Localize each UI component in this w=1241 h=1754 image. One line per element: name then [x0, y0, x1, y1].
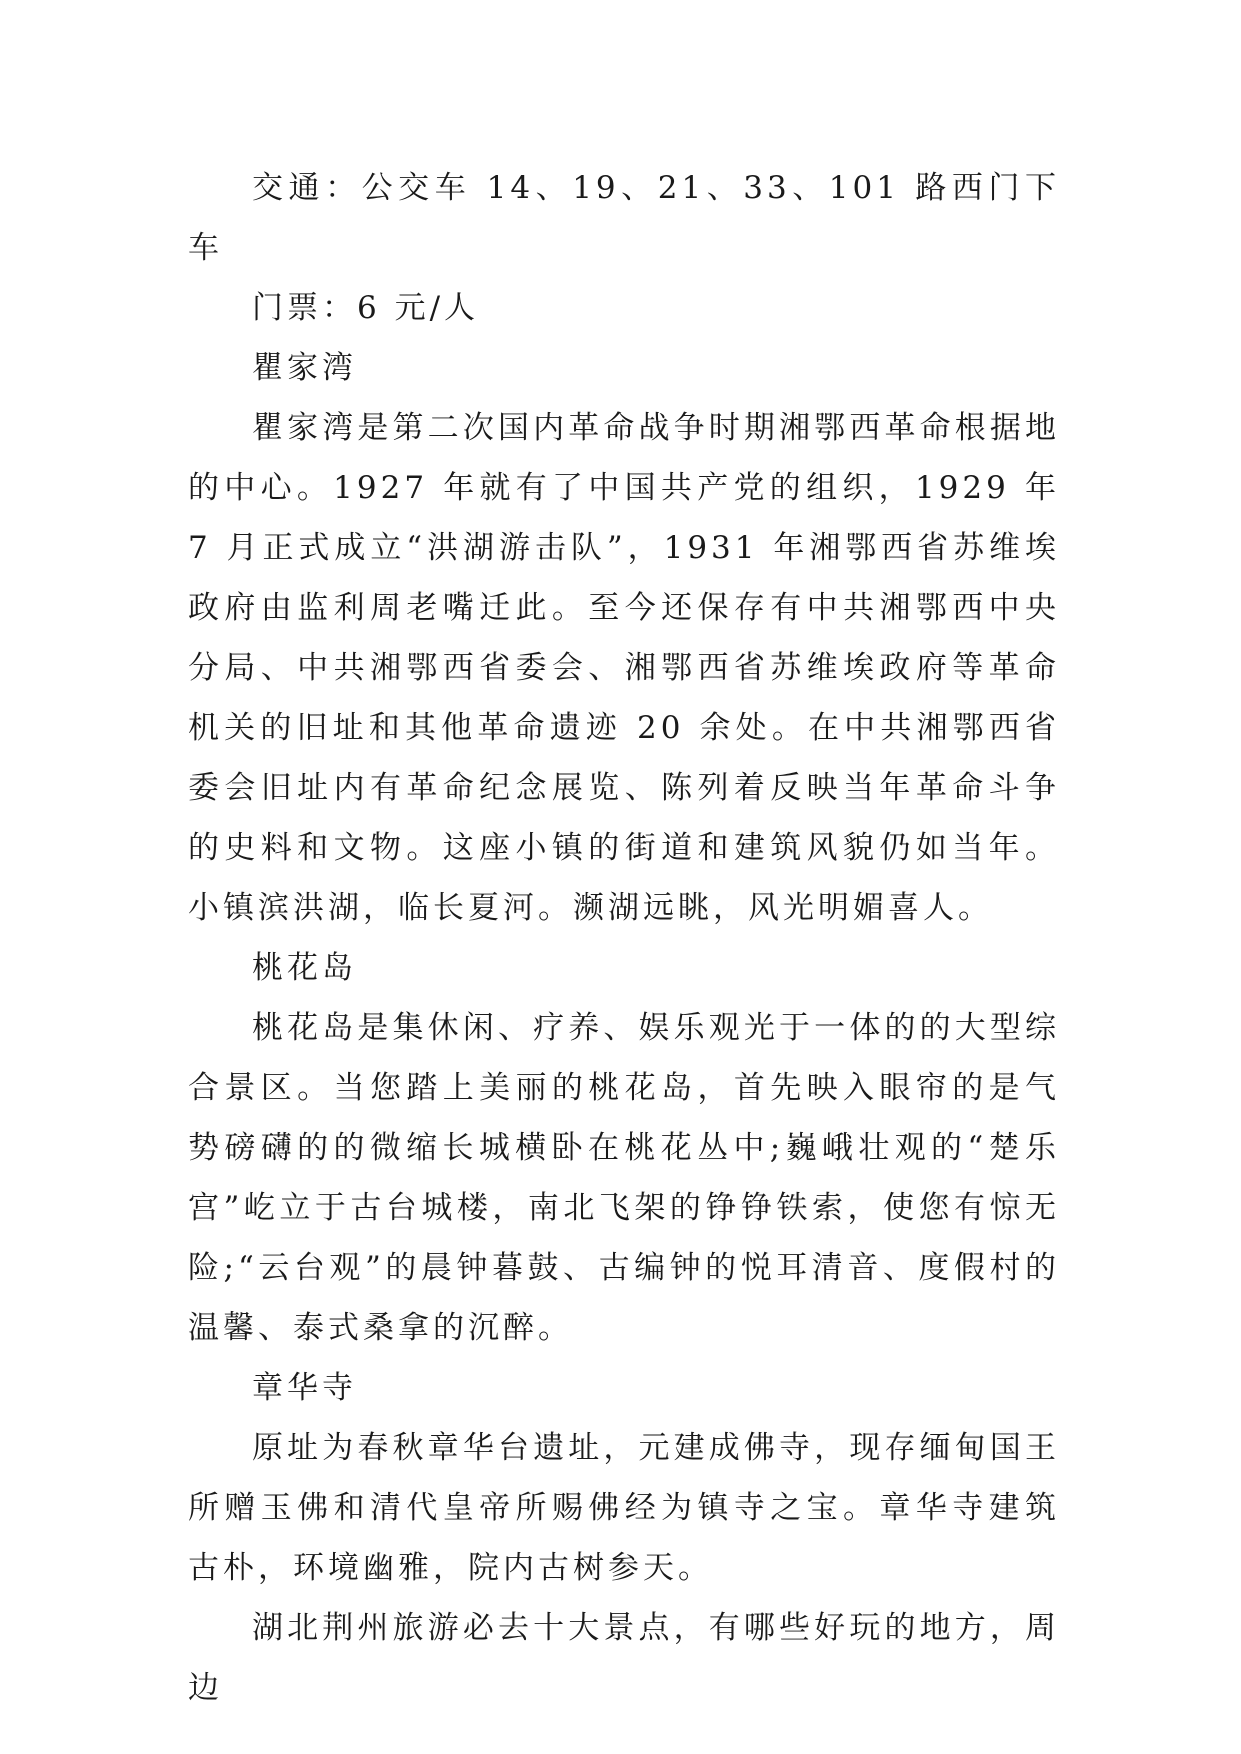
paragraph-zhanghuasi: 原址为春秋章华台遗址，元建成佛寺，现存缅甸国王所赠玉佛和清代皇帝所赐佛经为镇寺之宝。章华寺建筑古朴，环境幽雅，院内古树参天。 — [188, 1430, 1060, 1586]
section-heading-taohuadao: 桃花岛 — [252, 950, 357, 986]
paragraph-qujiawan: 瞿家湾是第二次国内革命战争时期湘鄂西革命根据地的中心。1927 年就有了中国共产党的组织，1929 年 7 月正式成立“洪湖游击队”，1931 年湘鄂西省苏维埃政府由监利周老嘴迁此。至今还保存有中共湘鄂西中央分局、中共湘鄂西省委会、湘鄂西省苏维埃政府等革命机关的旧址和其他革命遗迹 20 余处。在中共湘鄂西省委会旧址内有革命纪念展览、陈列着反映当年革命斗争的史料和文物。这座小镇的街道和建筑风貌仍如当年。小镇滨洪湖，临长夏河。濒湖远眺，风光明媚喜人。 — [188, 410, 1060, 926]
document-body — [188, 158, 1060, 1718]
section-heading-zhanghuasi: 章华寺 — [252, 1370, 357, 1406]
paragraph-taohuadao: 桃花岛是集休闲、疗养、娱乐观光于一体的的大型综合景区。当您踏上美丽的桃花岛，首先映入眼帘的是气势磅礴的的微缩长城横卧在桃花丛中;巍峨壮观的“楚乐宫”屹立于古台城楼，南北飞架的铮铮铁索，使您有惊无险;“云台观”的晨钟暮鼓、古编钟的悦耳清音、度假村的温馨、泰式桑拿的沉醉。 — [188, 1010, 1060, 1346]
section-heading-qujiawan: 瞿家湾 — [252, 350, 357, 386]
paragraph-trailing: 湖北荆州旅游必去十大景点，有哪些好玩的地方，周边 — [188, 1610, 1060, 1706]
ticket-line: 门票：6 元/人 — [252, 290, 480, 326]
transport-line: 交通：公交车 14、19、21、33、101 路西门下车 — [188, 170, 1060, 266]
